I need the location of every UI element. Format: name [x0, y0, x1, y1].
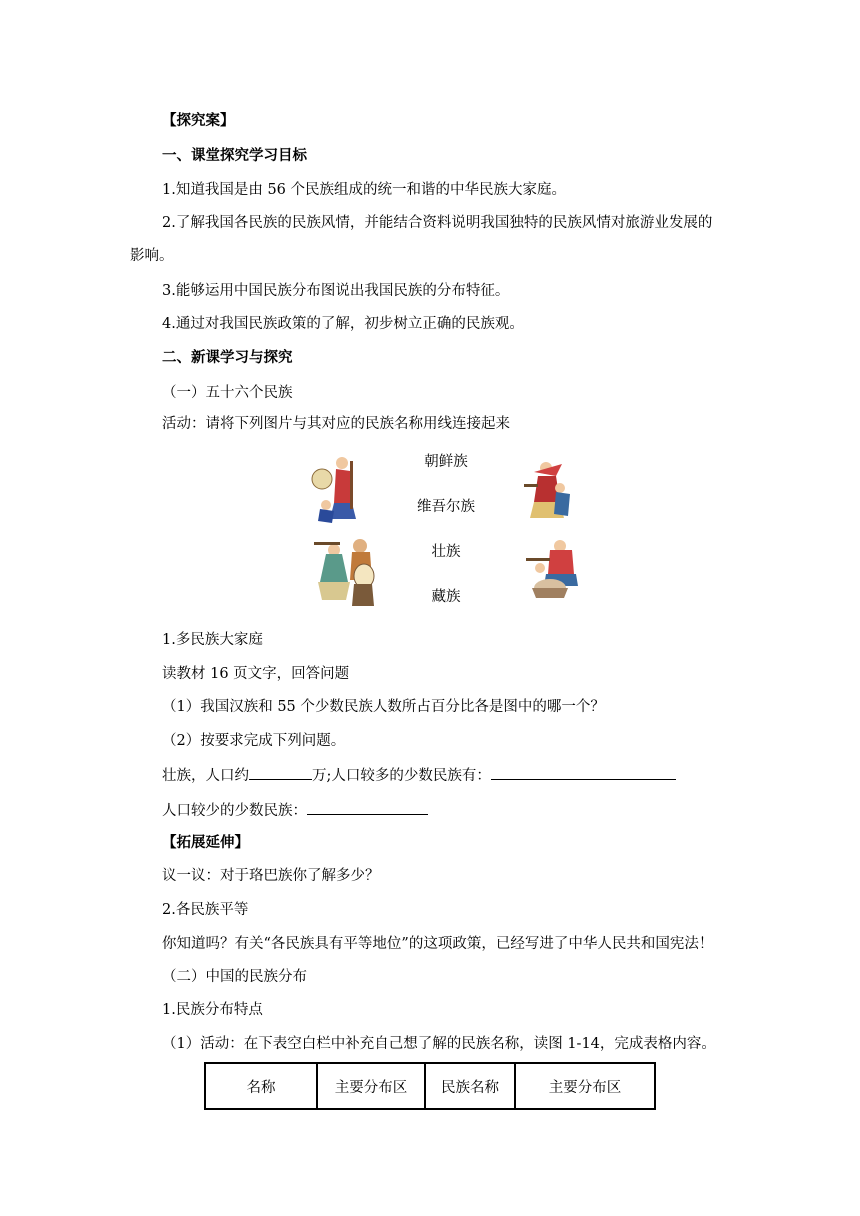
ethnic-name-zhuang: 壮族: [431, 544, 461, 560]
fill-line-1: [162, 765, 676, 786]
fill1-middle: 万;人口较多的少数民族有：: [312, 768, 491, 784]
ethnic-figure-1: [306, 453, 368, 525]
activity-instruction: 活动：请将下列图片与其对应的民族名称用线连接起来: [162, 416, 510, 432]
question-1: （1）我国汉族和 55 个少数民族人数所占百分比各是图中的哪一个？: [162, 699, 605, 715]
activity-table-instruction: （1）活动：在下表空白栏中补充自己想了解的民族名称，读图 1-14，完成表格内容。: [162, 1036, 716, 1052]
question-2: （2）按要求完成下列问题。: [162, 733, 346, 749]
goal-2-cont: 影响。: [130, 248, 174, 264]
subsection-distribution: （二）中国的民族分布: [162, 969, 307, 985]
ethnic-distribution-table: [204, 1062, 656, 1110]
major-minorities-blank[interactable]: [491, 765, 676, 780]
fill2-prefix: 人口较少的少数民族：: [162, 803, 307, 819]
read-instruction: 读教材 16 页文字，回答问题: [162, 666, 350, 682]
table-header-region-1: 主要分布区: [317, 1063, 425, 1109]
item-multi-ethnic-family: 1.多民族大家庭: [162, 632, 263, 648]
section2-title: 二、新课学习与探究: [162, 350, 293, 366]
extension-title: 【拓展延伸】: [162, 835, 249, 851]
ethnic-name-korean: 朝鲜族: [424, 454, 468, 470]
goal-3: 3.能够运用中国民族分布图说出我国民族的分布特征。: [162, 283, 510, 299]
table-header-ethnic-name: 民族名称: [425, 1063, 515, 1109]
goal-4: 4.通过对我国民族政策的了解，初步树立正确的民族观。: [162, 316, 524, 332]
goal-1: 1.知道我国是由 56 个民族组成的统一和谐的中华民族大家庭。: [162, 182, 567, 198]
discuss-question: 议一议：对于珞巴族你了解多少？: [162, 868, 380, 884]
ethnic-figure-2: [516, 458, 578, 522]
item-equality: 2.各民族平等: [162, 902, 249, 918]
population-blank[interactable]: [249, 765, 312, 780]
table-row: [205, 1063, 655, 1109]
goal-2: 2.了解我国各民族的民族风情，并能结合资料说明我国独特的民族风情对旅游业发展的: [162, 215, 713, 231]
section1-title: 一、课堂探究学习目标: [162, 148, 307, 164]
fill1-prefix: 壮族，人口约: [162, 768, 249, 784]
ethnic-figure-4: [520, 538, 582, 600]
fill-line-2: [162, 800, 428, 821]
did-you-know: 你知道吗？有关“各民族具有平等地位”的这项政策，已经写进了中华人民共和国宪法！: [162, 936, 714, 952]
table-header-region-2: 主要分布区: [515, 1063, 655, 1109]
ethnic-figure-3: [312, 536, 384, 608]
subsection-56-ethnic: （一）五十六个民族: [162, 385, 293, 401]
ethnic-name-uyghur: 维吾尔族: [417, 499, 475, 515]
ethnic-name-tibetan: 藏族: [431, 589, 461, 605]
item-distribution-features: 1.民族分布特点: [162, 1002, 263, 1018]
small-minorities-blank[interactable]: [307, 800, 428, 815]
table-header-name: 名称: [205, 1063, 317, 1109]
header-title: 【探究案】: [162, 113, 235, 129]
